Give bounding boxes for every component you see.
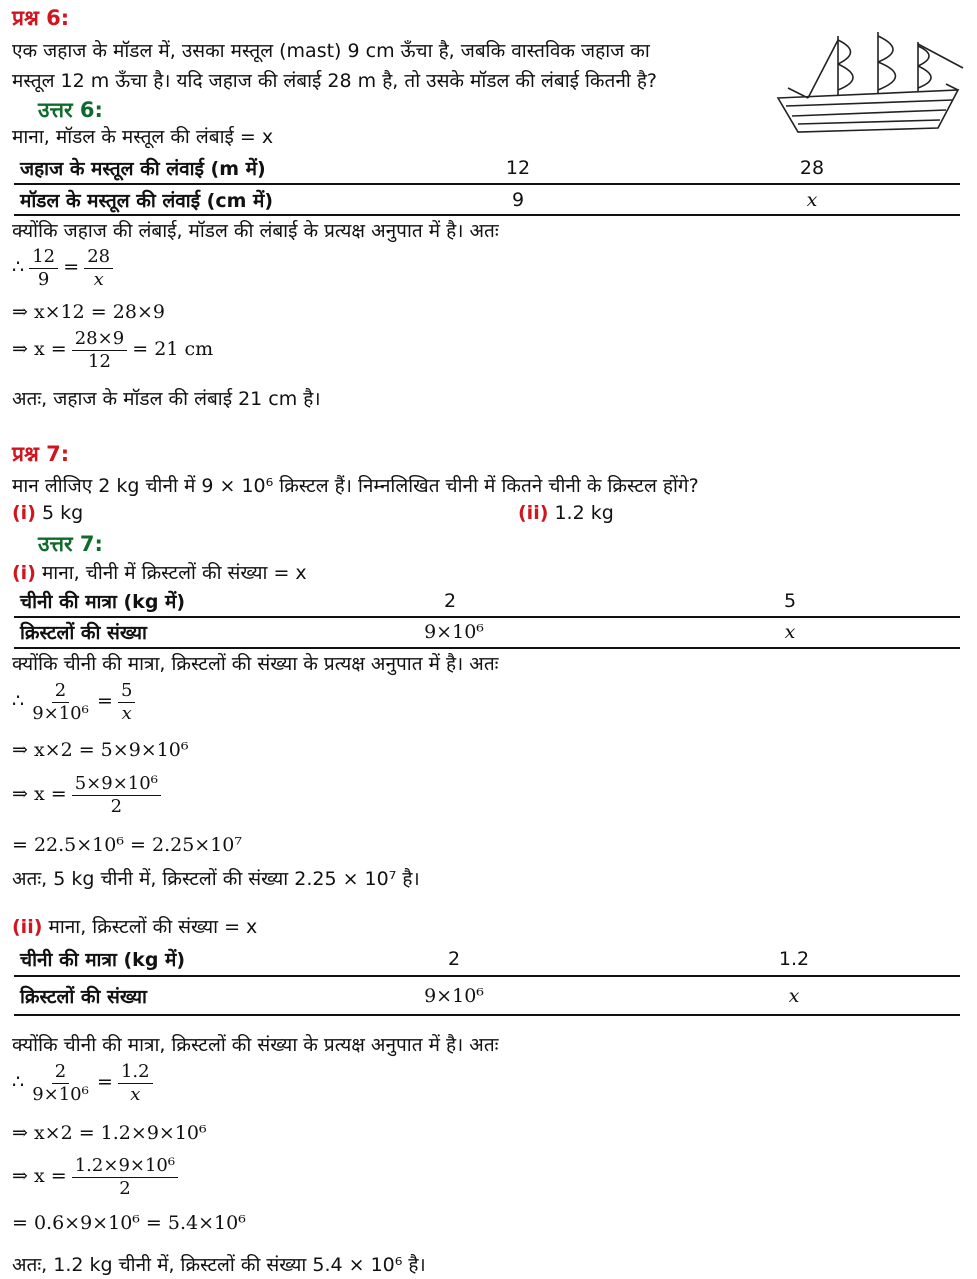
question-6-heading: प्रश्न 6:: [12, 6, 70, 30]
part-i-equation-3: ⇒ x = $\frac{\text{5×9×10⁶}}{2}$: [12, 773, 161, 818]
answer-7-heading: उत्तर 7:: [38, 532, 103, 556]
table7i-row2-label: क्रिस्टलों की संख्या: [20, 622, 147, 644]
table6-row2-value2: x: [806, 189, 818, 211]
part-i-assumption: (i) माना, चीनी में क्रिस्टलों की संख्या = x: [12, 562, 307, 584]
table7ii-row2-value2: x: [788, 985, 800, 1007]
part-i-equation-1: ∴ $\frac{2}{\text{9×10⁶}}$ = $\frac{5}{x}$: [12, 680, 135, 725]
table7i-divider: [14, 616, 960, 618]
table7ii-row2-label: क्रिस्टलों की संख्या: [20, 986, 147, 1008]
part-ii-equation-1: ∴ $\frac{2}{\text{9×10⁶}}$ = $\frac{1.2}{x}$: [12, 1061, 153, 1106]
fraction: $\frac{28}{x}$: [84, 246, 113, 291]
fraction: $\frac{\text{1.2×9×10⁶}}{2}$: [72, 1155, 178, 1200]
table6-divider: [14, 183, 960, 185]
table6-row1-value1: 12: [505, 157, 531, 179]
fraction: $\frac{\text{5×9×10⁶}}{2}$: [72, 773, 161, 818]
table6-divider: [14, 214, 960, 216]
part-ii-assumption: (ii) माना, क्रिस्टलों की संख्या = x: [12, 916, 258, 938]
question-7-option-i: (i) 5 kg: [12, 502, 84, 524]
part-ii-equation-3: ⇒ x = $\frac{\text{1.2×9×10⁶}}{2}$: [12, 1155, 178, 1200]
table7ii-row1-value2: 1.2: [778, 948, 810, 970]
question-7-heading: प्रश्न 7:: [12, 442, 70, 466]
table7ii-divider: [14, 1014, 960, 1016]
fraction: $\frac{2}{\text{9×10⁶}}$: [32, 1061, 89, 1105]
answer-6-conclusion: अतः, जहाज के मॉडल की लंबाई 21 cm है।: [12, 388, 321, 410]
question-6-text-line1: एक जहाज के मॉडल में, उसका मस्तूल (mast) 9 cm ऊँचा है, जबकि वास्तविक जहाज का: [12, 40, 650, 62]
answer-6-reason: क्योंकि जहाज की लंबाई, मॉडल की लंबाई के प्रत्यक्ष अनुपात में है। अतः: [12, 220, 499, 242]
answer-6-equation-1: ∴ $\frac{12}{9}$ = $\frac{28}{x}$: [12, 246, 113, 291]
table6-row2-label: मॉडल के मस्तूल की लंवाई (cm में): [20, 190, 274, 212]
part-ii-equation-2: ⇒ x×2 = 1.2×9×10⁶: [12, 1122, 207, 1144]
fraction: $\frac{12}{9}$: [29, 246, 58, 291]
table7i-divider: [14, 647, 960, 649]
answer-6-heading: उत्तर 6:: [38, 98, 103, 122]
table6-row1-label: जहाज के मस्तूल की लंवाई (m में): [20, 158, 266, 180]
table7ii-row2-value1: 9×10⁶: [424, 985, 484, 1007]
question-6-text-line2: मस्तूल 12 m ऊँचा है। यदि जहाज की लंबाई 28 m है, तो उसके मॉडल की लंबाई कितनी है?: [12, 70, 658, 92]
part-ii-equation-4: = 0.6×9×10⁶ = 5.4×10⁶: [12, 1212, 246, 1234]
question-7-option-ii: (ii) 1.2 kg: [518, 502, 614, 524]
answer-6-equation-3: ⇒ x = $\frac{28\times 9}{12}$ = 21 cm: [12, 328, 214, 372]
table7i-row1-value1: 2: [443, 590, 457, 612]
fraction: $\frac{28\times 9}{12}$: [72, 328, 127, 373]
part-ii-reason: क्योंकि चीनी की मात्रा, क्रिस्टलों की संख्या के प्रत्यक्ष अनुपात में है। अतः: [12, 1034, 499, 1056]
fraction: $\frac{5}{x}$: [118, 680, 135, 725]
part-i-equation-4: = 22.5×10⁶ = 2.25×10⁷: [12, 834, 242, 856]
table7i-row2-value2: x: [784, 621, 796, 643]
table6-row1-value2: 28: [799, 157, 825, 179]
table7ii-divider: [14, 975, 960, 977]
answer-6-equation-2: ⇒ x×12 = 28×9: [12, 301, 165, 323]
table7i-row2-value1: 9×10⁶: [424, 621, 484, 643]
table7i-row1-value2: 5: [783, 590, 797, 612]
part-i-reason: क्योंकि चीनी की मात्रा, क्रिस्टलों की संख्या के प्रत्यक्ष अनुपात में है। अतः: [12, 653, 499, 675]
fraction: $\frac{1.2}{x}$: [118, 1061, 153, 1106]
table7i-row1-label: चीनी की मात्रा (kg में): [20, 591, 186, 613]
part-i-equation-2: ⇒ x×2 = 5×9×10⁶: [12, 739, 189, 761]
answer-6-assumption: माना, मॉडल के मस्तूल की लंबाई = x: [12, 126, 274, 148]
therefore-symbol: ∴: [12, 256, 25, 278]
table7ii-row1-value1: 2: [447, 948, 461, 970]
question-7-text: मान लीजिए 2 kg चीनी में 9 × 10⁶ क्रिस्टल हैं। निम्नलिखित चीनी में कितने चीनी के क्रिस्टल होंगे?: [12, 475, 699, 497]
table7ii-row1-label: चीनी की मात्रा (kg में): [20, 949, 186, 971]
part-ii-conclusion: अतः, 1.2 kg चीनी में, क्रिस्टलों की संख्या 5.4 × 10⁶ है।: [12, 1254, 426, 1276]
ship-sketch-icon: [768, 28, 968, 138]
table6-row2-value1: 9: [511, 189, 525, 211]
fraction: $\frac{2}{\text{9×10⁶}}$: [32, 680, 89, 724]
part-i-conclusion: अतः, 5 kg चीनी में, क्रिस्टलों की संख्या 2.25 × 10⁷ है।: [12, 868, 420, 890]
